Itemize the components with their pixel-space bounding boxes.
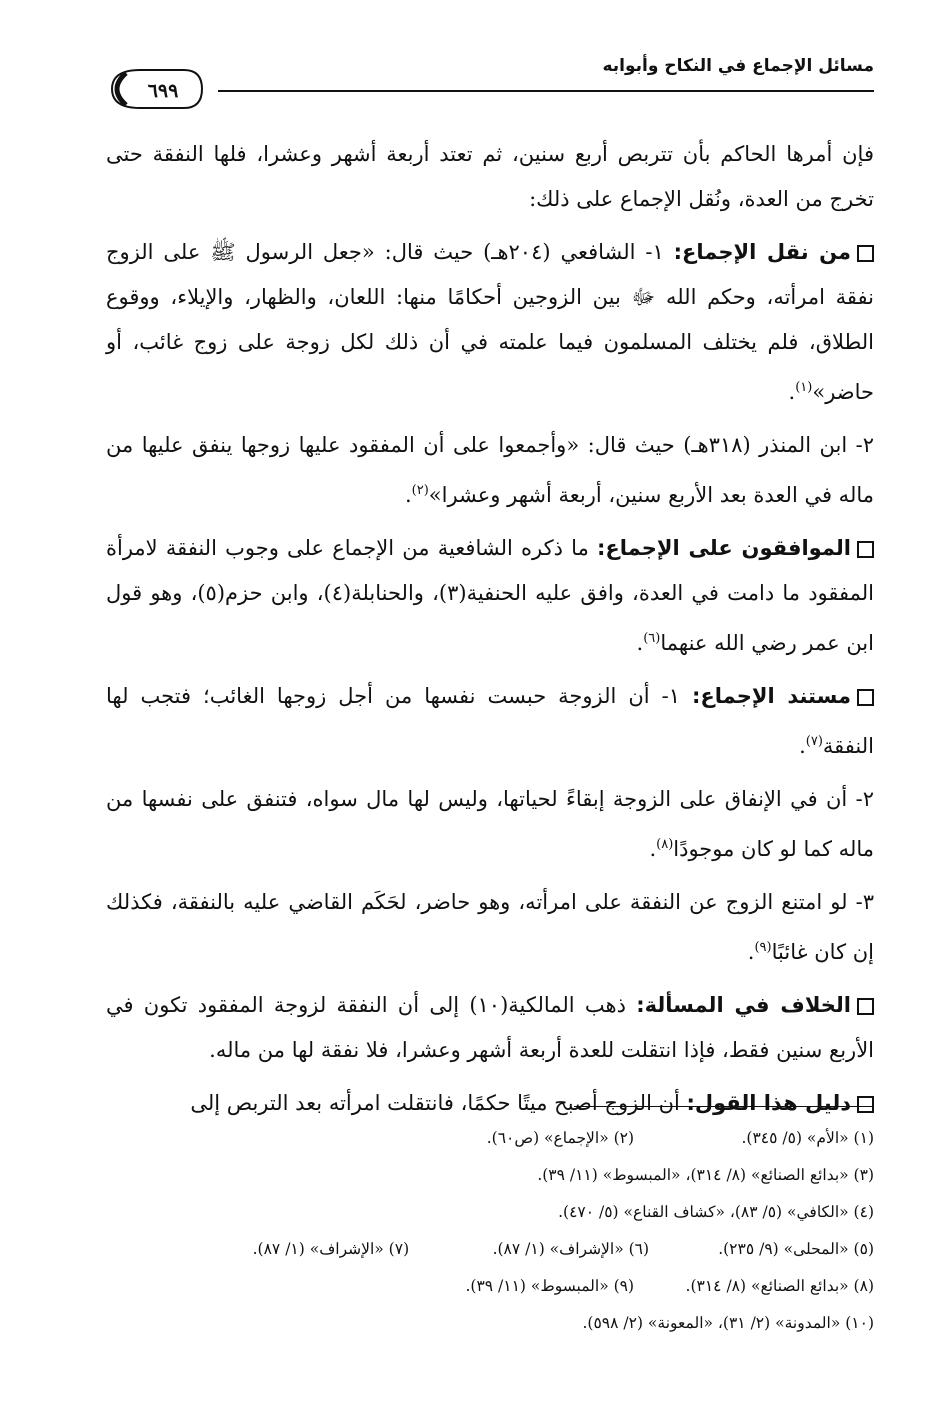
running-title: مسائل الإجماع في النكاح وأبوابه: [602, 56, 874, 76]
footnote-ref: (٨): [656, 837, 674, 852]
footnote-ref: (٩): [754, 940, 772, 955]
paragraph: [106, 230, 874, 415]
page-body: [106, 132, 874, 1134]
footnote-line: [106, 1268, 874, 1305]
page-number-badge: [108, 66, 204, 112]
footnote: (٢) «الإجماع» (ص٦٠).: [486, 1129, 635, 1147]
footnote-ref: (١): [795, 380, 813, 395]
footnote: (٤) «الكافي» (٥/ ٨٣)، «كشاف القناع» (٥/ ٤٧٠).: [558, 1203, 874, 1221]
paragraph-text: ١- أن الزوجة حبست نفسها من أجل زوجها الغائب؛ فتجب لها النفقة: [106, 684, 874, 758]
footnote-line: [106, 1305, 874, 1342]
paragraph-text: ٢- أن في الإنفاق على الزوجة إبقاءً لحياتها، وليس لها مال سواه، فتنفق على نفسها من ماله كما لو كان موجودًا: [106, 787, 874, 861]
footnote-line: [106, 1157, 874, 1194]
paragraph-text: ذهب المالكية(١٠) إلى أن النفقة لزوجة المفقود تكون في الأربع سنين فقط، فإذا انتقلت للعدة أربعة أشهر وعشرا، فلا نفقة لها من ماله.: [106, 993, 874, 1062]
paragraph: [106, 777, 874, 872]
section-heading: مستند الإجماع:: [692, 684, 851, 708]
square-bullet-icon: [857, 541, 874, 558]
footnote-ref: (٦): [643, 631, 661, 646]
paragraph-text: ما ذكره الشافعية من الإجماع على وجوب النفقة لامرأة المفقود ما دامت في العدة، وافق عليه الحنفية(٣)، والحنابلة(٤)، وابن حزم(٥)، وهو قول ابن عمر رضي الله عنهما: [106, 536, 875, 655]
paragraph-text: ٢- ابن المنذر (٣١٨هـ) حيث قال: «وأجمعوا على أن المفقود عليها زوجها ينفق عليها من ماله في العدة بعد الأربع سنين، أربعة أشهر وعشرا»: [106, 433, 874, 507]
footnote: (٣) «بدائع الصنائع» (٨/ ٣١٤)، «المبسوط» (١١/ ٣٩).: [537, 1166, 874, 1184]
section-heading: دليل هذا القول:: [686, 1091, 851, 1115]
punctuation: .: [636, 631, 644, 655]
footnote-ref: (٢): [411, 483, 429, 498]
punctuation: .: [649, 837, 657, 861]
header-rule: [218, 90, 874, 92]
punctuation: .: [404, 483, 412, 507]
section-heading: من نقل الإجماع:: [673, 240, 851, 264]
paragraph: [106, 526, 874, 666]
footnote-line: [106, 1120, 874, 1157]
paragraph-text: ٣- لو امتنع الزوج عن النفقة على امرأته، وهو حاضر، لحَكَم القاضي عليه بالنفقة، فكذلك إن كان غائبًا: [106, 890, 874, 964]
punctuation: .: [788, 380, 796, 404]
section-heading: الموافقون على الإجماع:: [597, 536, 851, 560]
footnote: (٧) «الإشراف» (١/ ٨٧).: [252, 1240, 410, 1258]
paragraph: [106, 132, 874, 222]
punctuation: .: [799, 734, 806, 758]
punctuation: .: [747, 940, 755, 964]
paragraph: [106, 423, 874, 518]
square-bullet-icon: [857, 998, 874, 1015]
paragraph-text: فإن أمرها الحاكم بأن تتربص أربع سنين، ثم تعتد أربعة أشهر وعشرا، فلها النفقة حتى تخرج من العدة، ونُقل الإجماع على ذلك:: [106, 142, 874, 211]
page-header: [100, 52, 874, 102]
footnote: (٨) «بدائع الصنائع» (٨/ ٣١٤).: [685, 1277, 874, 1295]
footnote-line: [106, 1231, 874, 1268]
page-number: ٦٩٩: [147, 80, 179, 102]
footnote: (١٠) «المدونة» (٢/ ٣١)، «المعونة» (٢/ ٥٩٨).: [582, 1314, 874, 1332]
paragraph: [106, 983, 874, 1073]
paragraph-text: ١- الشافعي (٢٠٤هـ) حيث قال: «جعل الرسول ﷺ على الزوج نفقة امرأته، وحكم الله ﷻ بين الزوجين أحكامًا منها: اللعان، والظهار، والإيلاء، ووقوع الطلاق، فلم يختلف المسلمون فيما علمته في أن ذلك لكل زوجة على زوج غائب، أو حاضر»: [106, 240, 874, 404]
section-heading: الخلاف في المسألة:: [636, 993, 851, 1017]
footnotes: [106, 1120, 874, 1342]
square-bullet-icon: [857, 245, 874, 262]
footnote-line: [106, 1194, 874, 1231]
footnote-ref: (٧): [805, 734, 823, 749]
paragraph: [106, 880, 874, 975]
paragraph: [106, 674, 874, 769]
footnote: (٩) «المبسوط» (١١/ ٣٩).: [465, 1277, 635, 1295]
square-bullet-icon: [857, 689, 874, 706]
footnote-separator: [574, 1106, 874, 1107]
footnote: (٥) «المحلى» (٩/ ٢٣٥).: [718, 1240, 874, 1258]
footnote: (٦) «الإشراف» (١/ ٨٧).: [492, 1240, 650, 1258]
square-bullet-icon: [857, 1096, 874, 1113]
paragraph-text: أن الزوج أصبح ميتًا حكمًا، فانتقلت امرأته بعد التربص إلى: [190, 1091, 687, 1115]
footnote: (١) «الأم» (٥/ ٣٤٥).: [741, 1129, 874, 1147]
